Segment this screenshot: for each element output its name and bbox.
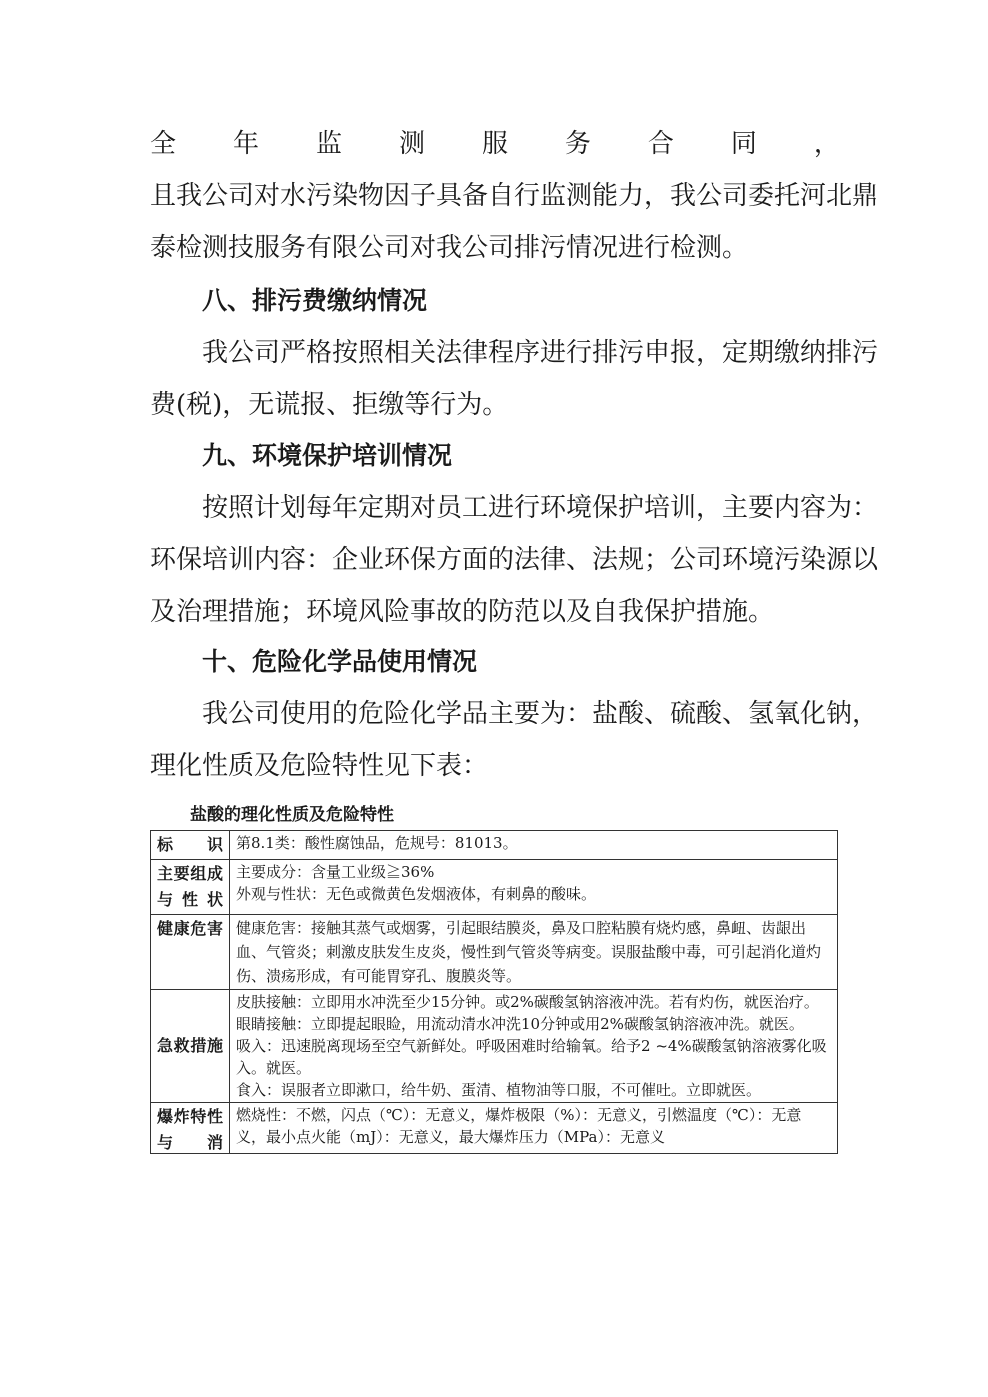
section-8 [150, 275, 879, 431]
char: ， [813, 129, 840, 159]
section-8-heading: 八、排污费缴纳情况 [202, 286, 428, 315]
char: 务 [564, 129, 591, 159]
section-8-line-2: 费(税)，无谎报、拒缴等行为。 [150, 390, 509, 420]
content-line: 眼睛接触：立即提起眼睑，用流动清水冲洗10分钟或用2%碳酸氢钠溶液冲洗。就医。 [236, 1015, 804, 1033]
char: 服 [481, 129, 508, 159]
row-label: 健康危害 [151, 915, 230, 990]
section-10 [150, 636, 879, 792]
row-label [151, 1103, 230, 1154]
section-9 [150, 430, 879, 638]
table-row [151, 915, 838, 990]
intro-line-3: 泰检测技服务有限公司对我公司排污情况进行检测。 [150, 233, 749, 263]
intro-paragraph [150, 118, 879, 274]
row-content [230, 915, 838, 990]
content-line: 第8.1类：酸性腐蚀品，危规号：81013。 [236, 834, 518, 852]
content-line: 主要成分：含量工业级≧36% [236, 863, 435, 881]
row-content [230, 831, 838, 860]
hazard-table [150, 830, 838, 1154]
content-line: 皮肤接触：立即用水冲洗至少15分钟。或2%碳酸氢钠溶液冲洗。若有灼伤，就医治疗。 [236, 993, 819, 1011]
char: 监 [315, 129, 342, 159]
intro-line-2: 且我公司对水污染物因子具备自行监测能力，我公司委托河北鼎 [150, 181, 879, 211]
table-row [151, 831, 838, 860]
section-10-line-1: 我公司使用的危险化学品主要为：盐酸、硫酸、氢氧化钠， [202, 699, 879, 729]
row-content [230, 990, 838, 1103]
section-9-line-3: 及治理措施；环境风险事故的防范以及自我保护措施。 [150, 597, 775, 627]
row-label: 主要组成与性状 [151, 860, 230, 915]
content-line: 燃烧性：不燃，闪点（℃）：无意义，爆炸极限（%）：无意义，引燃温度（℃）：无意义，最小点火能（mJ）：无意义，最大爆炸压力（MPa）：无意义 [236, 1106, 802, 1146]
table-row [151, 1103, 838, 1154]
content-line: 健康危害：接触其蒸气或烟雾，引起眼结膜炎，鼻及口腔粘膜有烧灼感，鼻衄、齿龈出血、气管炎；刺激皮肤发生皮炎，慢性到气管炎等病变。误服盐酸中毒，可引起消化道灼伤、溃疡形成，有可能胃穿孔、腹膜炎等。 [236, 919, 822, 985]
row-label-text: 爆炸特性与消 [157, 1107, 223, 1152]
char: 测 [398, 129, 425, 159]
char: 年 [232, 129, 259, 159]
content-line: 外观与性状：无色或微黄色发烟液体，有刺鼻的酸味。 [236, 885, 597, 903]
table-caption: 盐酸的理化性质及危险特性 [190, 805, 394, 825]
char: 全 [150, 129, 177, 159]
row-content [230, 1103, 838, 1154]
section-8-line-1: 我公司严格按照相关法律程序进行排污申报，定期缴纳排污 [202, 338, 879, 368]
intro-line-1 [150, 118, 840, 170]
char: 合 [647, 129, 674, 159]
section-9-line-2: 环保培训内容：企业环保方面的法律、法规；公司环境污染源以 [150, 545, 879, 575]
content-line: 吸入：迅速脱离现场至空气新鲜处。呼吸困难时给输氧。给予2 ~4%碳酸氢钠溶液雾化吸入。就医。 [236, 1037, 827, 1077]
section-10-heading: 十、危险化学品使用情况 [202, 647, 478, 676]
content-line: 食入：误服者立即漱口，给牛奶、蛋清、植物油等口服，不可催吐。立即就医。 [236, 1081, 762, 1099]
row-label: 标识 [151, 831, 230, 860]
section-9-heading: 九、环境保护培训情况 [202, 441, 453, 470]
section-9-line-1: 按照计划每年定期对员工进行环境保护培训，主要内容为： [202, 493, 879, 523]
row-label: 急救措施 [151, 990, 230, 1103]
table-row [151, 860, 838, 915]
row-content [230, 860, 838, 915]
table-row [151, 990, 838, 1103]
section-10-line-2: 理化性质及危险特性见下表： [150, 751, 489, 781]
char: 同 [730, 129, 757, 159]
